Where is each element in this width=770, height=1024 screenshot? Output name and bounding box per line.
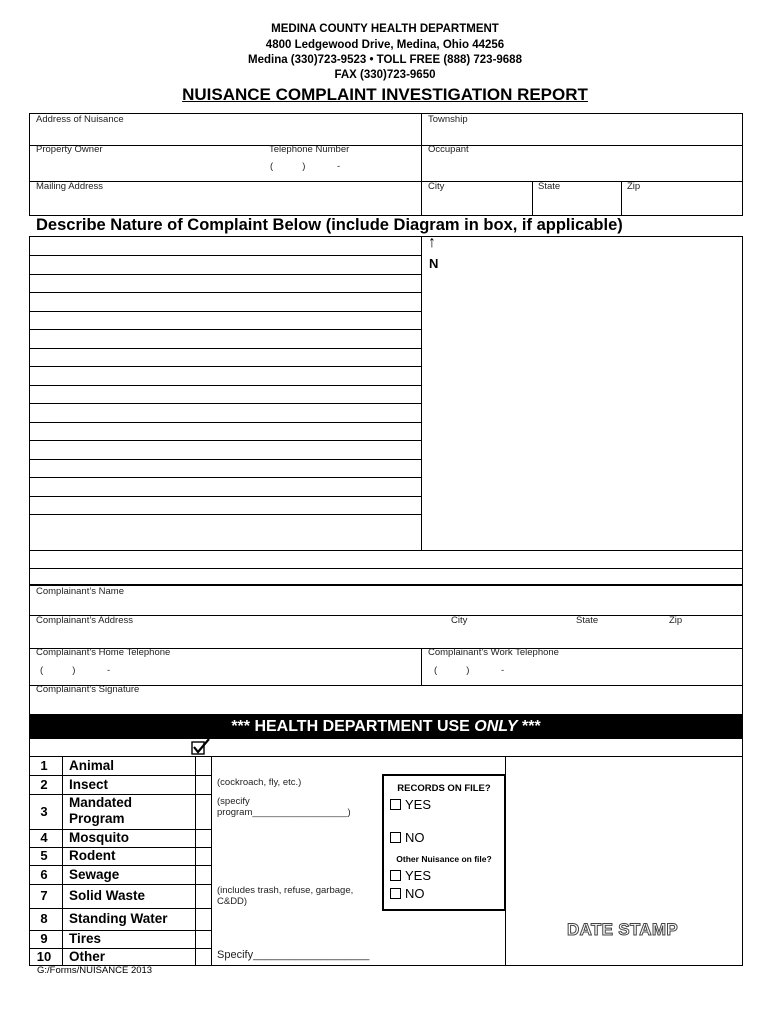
solid-waste-note: (includes trash, refuse, garbage, C&DD) xyxy=(217,885,354,907)
program-note: (specify program__________________) xyxy=(217,796,351,818)
category-checkbox[interactable] xyxy=(195,908,212,931)
banner-only: ONLY xyxy=(474,718,518,735)
records-yes-option[interactable] xyxy=(390,797,431,812)
property-owner-field[interactable]: Property Owner xyxy=(36,144,103,155)
divider xyxy=(62,756,63,966)
complainant-name-field[interactable]: Complainant’s Name xyxy=(36,586,125,597)
checkbox-icon xyxy=(390,832,401,843)
occupant-field[interactable]: Occupant xyxy=(428,144,469,155)
category-number: 8 xyxy=(40,911,48,926)
no-label: NO xyxy=(405,830,425,845)
category-number: 3 xyxy=(40,803,48,819)
category-number: 2 xyxy=(40,776,48,792)
description-line[interactable] xyxy=(29,329,421,330)
complainant-work-telephone-field[interactable]: Complainant’s Work Telephone xyxy=(428,647,559,658)
describe-heading: Describe Nature of Complaint Below (include Diagram in box, if applicable) xyxy=(36,216,623,234)
row-divider xyxy=(29,908,211,909)
description-line[interactable] xyxy=(29,255,421,256)
description-line[interactable] xyxy=(29,385,421,386)
checkbox-icon xyxy=(390,799,401,810)
category-checkbox[interactable] xyxy=(195,865,212,885)
description-line[interactable] xyxy=(29,496,421,497)
health-department-banner xyxy=(29,715,743,738)
category-checkbox[interactable] xyxy=(195,756,212,776)
row-divider xyxy=(29,884,211,885)
property-info-box xyxy=(29,113,743,216)
category-label: Mandated Program xyxy=(69,795,133,826)
category-label: Solid Waste xyxy=(69,888,146,903)
description-line[interactable] xyxy=(29,274,421,275)
other-nuisance-title: Other Nuisance on file? xyxy=(396,854,492,864)
agency-phone: Medina (330)723-9523 • TOLL FREE (888) 723-9688 xyxy=(248,54,522,66)
description-line[interactable] xyxy=(29,403,421,404)
divider xyxy=(29,615,743,616)
address-of-nuisance-field[interactable]: Address of Nuisance xyxy=(36,114,124,125)
category-label: Sewage xyxy=(69,866,120,882)
complainant-zip-field[interactable]: Zip xyxy=(669,615,683,626)
category-label: Tires xyxy=(69,931,102,946)
category-checkbox[interactable] xyxy=(195,847,212,866)
category-number: 9 xyxy=(40,931,48,946)
description-line[interactable] xyxy=(29,459,421,460)
banner-text: *** xyxy=(517,718,541,735)
category-label: Standing Water xyxy=(69,911,168,926)
agency-name: MEDINA COUNTY HEALTH DEPARTMENT xyxy=(271,23,499,35)
phone-template: ( ) - xyxy=(270,161,341,172)
agency-fax: FAX (330)723-9650 xyxy=(334,69,436,81)
category-number: 6 xyxy=(40,866,48,882)
city-field[interactable]: City xyxy=(428,181,445,192)
divider xyxy=(29,568,743,569)
category-label: Other xyxy=(69,949,106,964)
yes-label: YES xyxy=(405,868,432,883)
form-title: NUISANCE COMPLAINT INVESTIGATION REPORT xyxy=(182,85,588,104)
township-field[interactable]: Township xyxy=(428,114,468,125)
description-line[interactable] xyxy=(29,311,421,312)
complainant-home-telephone-field[interactable]: Complainant’s Home Telephone xyxy=(36,647,171,658)
complainant-state-field[interactable]: State xyxy=(576,615,599,626)
records-no-option[interactable] xyxy=(390,830,425,845)
category-label: Insect xyxy=(69,776,109,792)
north-arrow-icon: ↑ xyxy=(428,234,436,251)
state-field[interactable]: State xyxy=(538,181,561,192)
complainant-city-field[interactable]: City xyxy=(451,615,468,626)
divider xyxy=(29,550,743,551)
description-line[interactable] xyxy=(29,440,421,441)
divider xyxy=(532,181,533,216)
telephone-number-field[interactable]: Telephone Number xyxy=(269,144,350,155)
category-checkbox[interactable] xyxy=(195,829,212,848)
checkbox-icon xyxy=(390,888,401,899)
phone-template: ( ) - xyxy=(40,665,111,676)
records-on-file-title: RECORDS ON FILE? xyxy=(397,783,491,794)
other-no-option[interactable] xyxy=(390,886,425,901)
phone-template: ( ) - xyxy=(434,665,505,676)
other-specify-field[interactable]: Specify___________________ xyxy=(217,949,370,961)
divider xyxy=(29,145,743,146)
divider xyxy=(421,113,422,216)
category-checkbox[interactable] xyxy=(195,948,212,967)
category-label: Mosquito xyxy=(69,830,129,845)
description-line[interactable] xyxy=(29,422,421,423)
date-stamp-area: DATE STAMP xyxy=(567,920,678,939)
category-number: 10 xyxy=(36,949,52,964)
zip-field[interactable]: Zip xyxy=(627,181,641,192)
other-yes-option[interactable] xyxy=(390,868,431,883)
description-line[interactable] xyxy=(29,366,421,367)
diagram-box[interactable] xyxy=(421,236,743,550)
description-line[interactable] xyxy=(29,514,421,515)
category-number: 5 xyxy=(40,848,48,863)
category-number: 1 xyxy=(40,757,48,773)
category-number: 4 xyxy=(40,830,48,845)
category-label: Rodent xyxy=(69,848,116,863)
category-checkbox[interactable] xyxy=(195,884,212,909)
north-label: N xyxy=(429,256,439,271)
banner-text: *** HEALTH DEPARTMENT USE xyxy=(231,718,475,735)
complainant-signature-field[interactable]: Complainant’s Signature xyxy=(36,684,140,695)
form-footer: G:/Forms/NUISANCE 2013 xyxy=(37,965,153,976)
description-line[interactable] xyxy=(29,292,421,293)
yes-label: YES xyxy=(405,797,432,812)
description-line[interactable] xyxy=(29,477,421,478)
category-checkbox[interactable] xyxy=(195,794,212,830)
category-checkbox[interactable] xyxy=(195,775,212,795)
category-number: 7 xyxy=(40,888,48,903)
category-label: Animal xyxy=(69,757,115,773)
no-label: NO xyxy=(405,886,425,901)
description-line[interactable] xyxy=(29,348,421,349)
category-checkbox[interactable] xyxy=(195,930,212,949)
checkbox-check-icon xyxy=(190,738,212,756)
insect-note: (cockroach, fly, etc.) xyxy=(217,777,302,788)
mailing-address-field[interactable]: Mailing Address xyxy=(36,181,104,192)
agency-address: 4800 Ledgewood Drive, Medina, Ohio 44256 xyxy=(265,39,505,51)
complainant-address-field[interactable]: Complainant’s Address xyxy=(36,615,133,626)
checkbox-icon xyxy=(390,870,401,881)
divider xyxy=(421,648,422,685)
divider xyxy=(621,181,622,216)
